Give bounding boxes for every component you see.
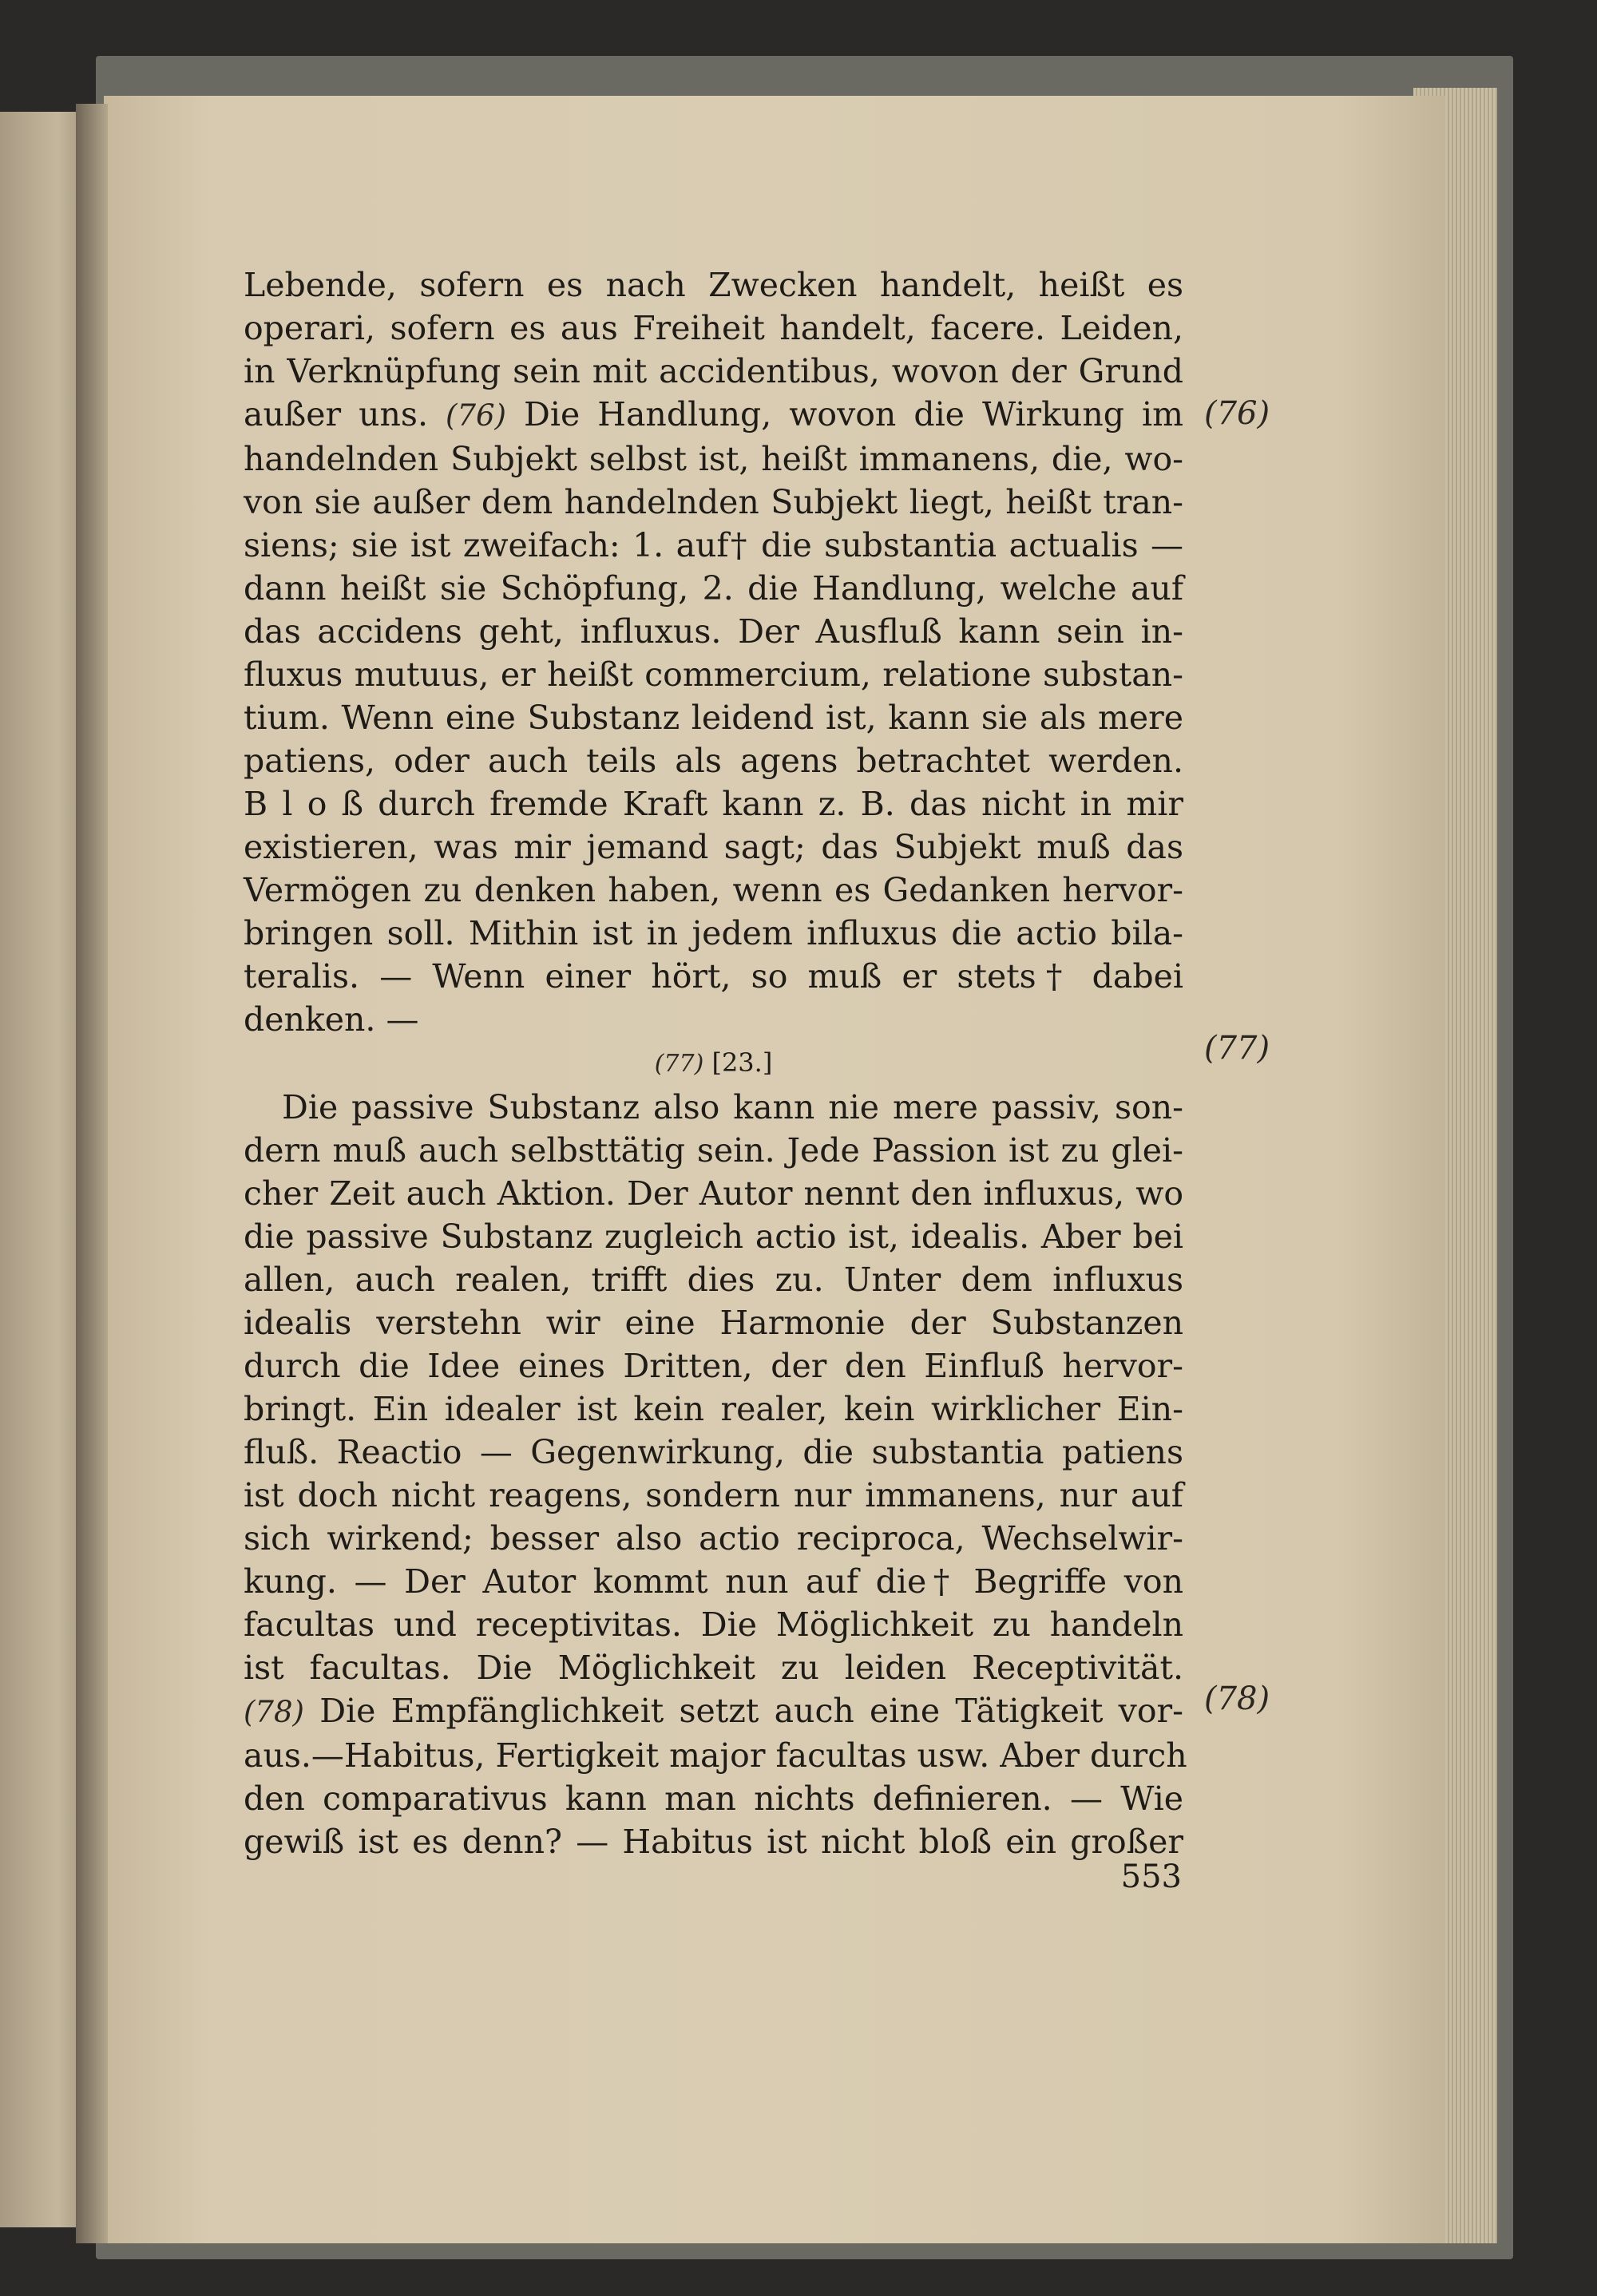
text-line: ist facultas. Die Möglichkeit zu leiden Receptivität. <box>244 1649 1183 1687</box>
text-line: ist doch nicht reagens, sondern nur immanens, nur auf <box>244 1476 1183 1514</box>
text-line: den comparativus kann man nichts definieren. — Wie <box>244 1779 1183 1818</box>
text-line: durch die Idee eines Dritten, der den Einfluß hervor- <box>244 1347 1183 1385</box>
text-line: Lebende, sofern es nach Zwecken handelt, heißt es <box>244 266 1183 304</box>
text-line: das accidens geht, influxus. Der Ausfluß kann sein in- <box>244 612 1183 651</box>
text-line: kung. — Der Autor kommt nun auf die† Begriffe von <box>244 1562 1183 1601</box>
page-text <box>244 263 1187 1863</box>
text-line: siens; sie ist zweifach: 1. auf† die substantia actualis — <box>244 526 1183 564</box>
section-number: [23.] <box>711 1047 773 1078</box>
text-line: tium. Wenn eine Substanz leidend ist, kann sie als mere <box>244 699 1183 737</box>
text-line: fluxus mutuus, er heißt commercium, relatione substan- <box>244 655 1183 694</box>
text-line: handelnden Subjekt selbst ist, heißt immanens, die, wo- <box>244 440 1183 478</box>
text-line: von sie außer dem handelnden Subjekt liegt, heißt tran- <box>244 483 1183 521</box>
text-line: Vermögen zu denken haben, wenn es Gedanken hervor- <box>244 871 1183 909</box>
page-number: 553 <box>1120 1859 1182 1895</box>
text-line <box>244 1689 1183 1734</box>
text-line: dern muß auch selbsttätig sein. Jede Passion ist zu glei- <box>244 1131 1183 1170</box>
text-line: teralis. — Wenn einer hört, so muß er stets† dabei <box>244 957 1183 996</box>
text-line: aus.—Habitus, Fertigkeit major facultas usw. Aber durch <box>244 1736 1187 1775</box>
text-line: gewiß ist es denn? — Habitus ist nicht bloß ein großer <box>244 1823 1183 1861</box>
text-line: facultas und receptivitas. Die Möglichkeit zu handeln <box>244 1605 1183 1644</box>
text-line: in Verknüpfung sein mit accidentibus, wovon der Grund <box>244 352 1183 390</box>
text-line: allen, auch realen, trifft dies zu. Unter dem influxus <box>244 1261 1183 1299</box>
text-line: patiens, oder auch teils als agens betrachtet werden. <box>244 742 1183 780</box>
text-line: bringt. Ein idealer ist kein realer, kein wirklicher Ein- <box>244 1390 1183 1428</box>
text-line: cher Zeit auch Aktion. Der Autor nennt den influxus, wo <box>244 1174 1183 1213</box>
margin-note-77: (77) <box>1204 1030 1270 1067</box>
text-line: dann heißt sie Schöpfung, 2. die Handlung, welche auf <box>244 569 1183 608</box>
section-heading <box>244 1041 1183 1086</box>
text-line: sich wirkend; besser also actio reciproca, Wechselwir- <box>244 1519 1183 1558</box>
line-fragment: außer uns. <box>244 395 428 433</box>
inline-reference: (76) <box>446 398 506 433</box>
text-line <box>244 393 1183 437</box>
text-line: existieren, was mir jemand sagt; das Subjekt muß das <box>244 828 1183 866</box>
text-line: Die passive Substanz also kann nie mere passiv, son- <box>282 1088 1183 1126</box>
text-line: B l o ß durch fremde Kraft kann z. B. das nicht in mir <box>244 785 1183 823</box>
book-gutter <box>76 104 108 2243</box>
margin-note-78: (78) <box>1204 1680 1270 1717</box>
text-line: bringen soll. Mithin ist in jedem influxus die actio bila- <box>244 914 1183 952</box>
section-reference: (77) <box>654 1050 704 1078</box>
text-line: fluß. Reactio — Gegenwirkung, die substantia patiens <box>244 1433 1183 1471</box>
text-line: idealis verstehn wir eine Harmonie der Substanzen <box>244 1304 1183 1342</box>
margin-note-76: (76) <box>1204 395 1270 432</box>
text-line: die passive Substanz zugleich actio ist, idealis. Aber bei <box>244 1217 1183 1256</box>
text-line: denken. — <box>244 1000 419 1039</box>
line-fragment: Die Handlung, wovon die Wirkung im <box>523 395 1183 433</box>
line-fragment: Die Empfänglichkeit setzt auch eine Tätigkeit vor- <box>319 1692 1183 1730</box>
inline-reference: (78) <box>244 1695 304 1729</box>
text-line: operari, sofern es aus Freiheit handelt, facere. Leiden, <box>244 309 1183 347</box>
